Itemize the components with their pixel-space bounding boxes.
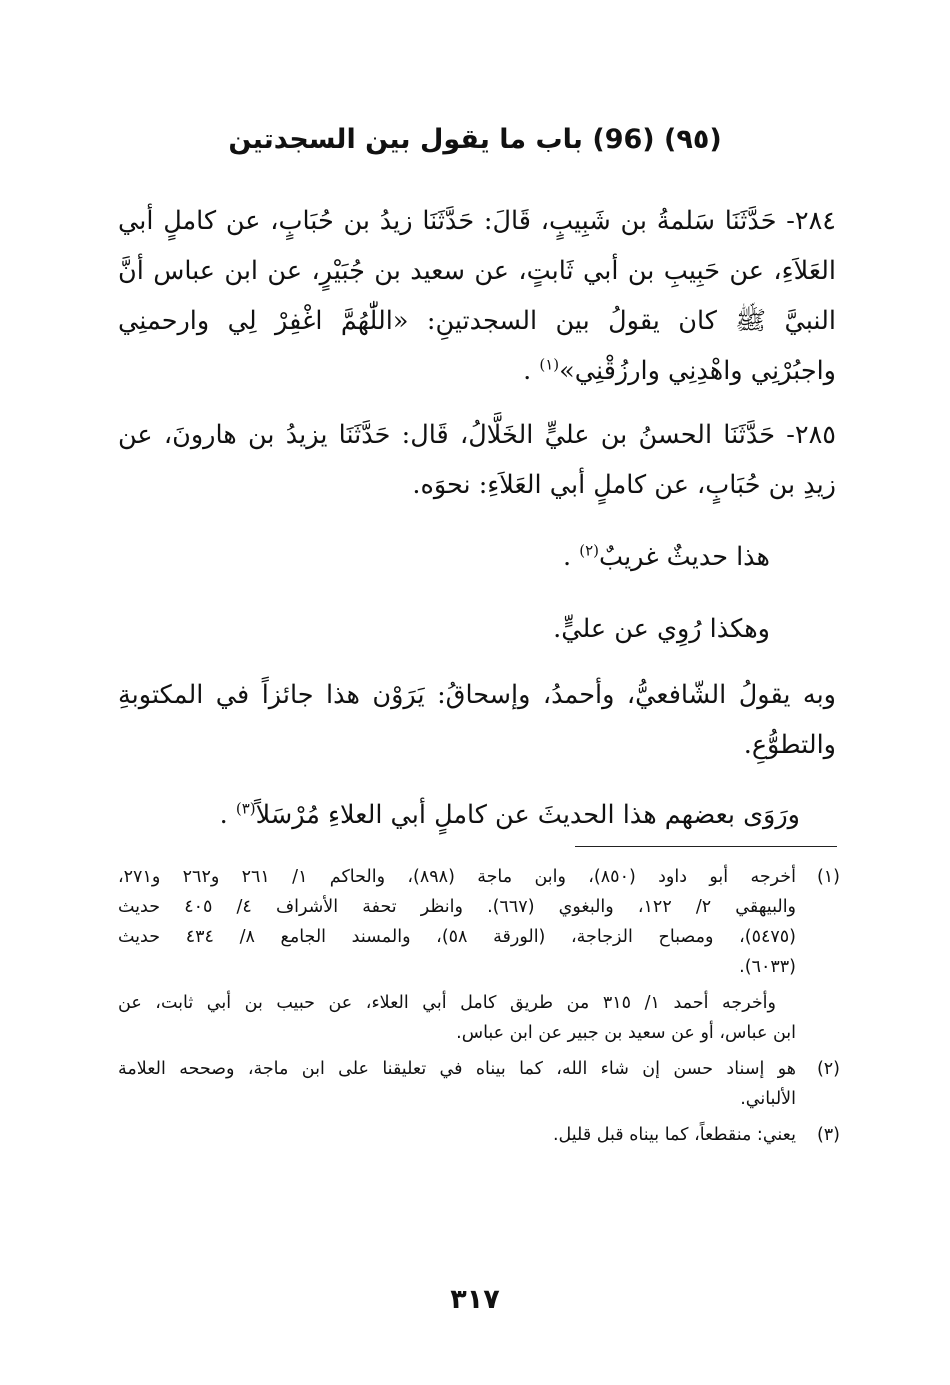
footnote-2-line: هو إسناد حسن إن شاء الله، كما بيناه في تعليقنا على ابن ماجة، وصححه العلامة	[118, 1059, 796, 1079]
footnote-1-line: (٥٤٧٥)، ومصباح الزجاجة، (الورقة ٥٨)، والمسند الجامع ٨/ ٤٣٤ حديث	[118, 927, 796, 947]
footnote-2-line: الألباني.	[740, 1089, 796, 1109]
hadith-284-text: ٢٨٤- حَدَّثَنَا سَلمةُ بن شَبِيبٍ، قَالَ: حَدَّثَنَا زيدُ بن حُبَابٍ، عن كاملٍ أبي العَلاَءِ، عن حَبِيبِ بن أبي ثَابتٍ، عن سعيد بن جُبَيْرٍ، عن ابن عباس أنَّ النبيَّ ﷺ كان يقولُ بين السجدتينِ: «اللّٰهُمَّ اغْفِرْ لِي وارحمنِي واجبُرْنِي واهْدِنِي وارزُقْنِي»	[118, 206, 836, 386]
footnote-1	[118, 862, 840, 982]
footnote-2	[118, 1054, 840, 1114]
footnotes-section	[118, 862, 840, 1156]
hadith-285-paragraph	[118, 410, 836, 510]
footnote-1-line: أخرجه أبو داود (٨٥٠)، وابن ماجة (٨٩٨)، والحاكم ١/ ٢٦١ و٢٦٢ و٢٧١،	[118, 867, 796, 887]
footnote-1-extra-line: ابن عباس، أو عن سعيد بن جبير عن ابن عباس.	[456, 1023, 796, 1043]
footnote-ref-3[interactable]: (٣)	[235, 799, 256, 818]
mursal-paragraph	[220, 790, 800, 840]
footnote-3-line: يعني: منقطعاً، كما بيناه قبل قليل.	[552, 1125, 796, 1145]
footnote-2-number: (٢)	[816, 1059, 840, 1079]
hadith-284-paragraph	[118, 196, 836, 396]
scholars-text: وبه يقولُ الشّافعيُّ، وأحمدُ، وإسحاقُ: يَرَوْن هذا جائزاً في المكتوبةِ والتطوُّعِ.	[118, 680, 836, 760]
footnote-3-number: (٣)	[816, 1125, 840, 1145]
grading-end: .	[563, 542, 580, 572]
scholars-paragraph	[118, 670, 836, 770]
footnote-1-body	[118, 862, 796, 982]
narration-paragraph	[553, 604, 770, 654]
footnote-3	[118, 1120, 840, 1150]
hadith-285-text: ٢٨٥- حَدَّثَنَا الحسنُ بن عليٍّ الخَلَّالُ، قَال: حَدَّثَنَا يزيدُ بن هارونَ، عن زيدِ بن حُبَابٍ، عن كاملٍ أبي العَلاَءِ: نحوَه.	[118, 420, 836, 500]
narration-text: وهكذا رُوِي عن عليٍّ.	[553, 614, 770, 644]
footnote-1-number: (١)	[816, 867, 840, 887]
footnote-divider	[575, 846, 837, 847]
footnote-1-extra-line: وأخرجه أحمد ١/ ٣١٥ من طريق كامل أبي العلاء، عن حبيب بن أبي ثابت، عن	[118, 993, 776, 1013]
grading-paragraph	[563, 532, 770, 582]
mursal-text: ورَوَى بعضهم هذا الحديثَ عن كاملٍ أبي العلاءِ مُرْسَلاً	[255, 800, 800, 830]
footnote-1-continuation	[118, 988, 840, 1048]
footnote-3-body	[118, 1120, 796, 1150]
chapter-title: (٩٥) (96) باب ما يقول بين السجدتين	[228, 124, 722, 155]
footnote-1-line: والبيهقي ٢/ ١٢٢، والبغوي (٦٦٧). وانظر تحفة الأشراف ٤/ ٤٠٥ حديث	[118, 897, 797, 917]
hadith-284-end: .	[523, 356, 540, 386]
footnote-1-line: (٦٠٣٣).	[739, 957, 796, 977]
footnote-ref-1[interactable]: (١)	[539, 355, 560, 374]
mursal-end: .	[219, 800, 236, 830]
footnote-ref-2[interactable]: (٢)	[579, 541, 600, 560]
footnote-2-body	[118, 1054, 796, 1114]
grading-text: هذا حديثٌ غريبٌ	[599, 542, 770, 572]
page-number: ٣١٧	[450, 1284, 500, 1315]
